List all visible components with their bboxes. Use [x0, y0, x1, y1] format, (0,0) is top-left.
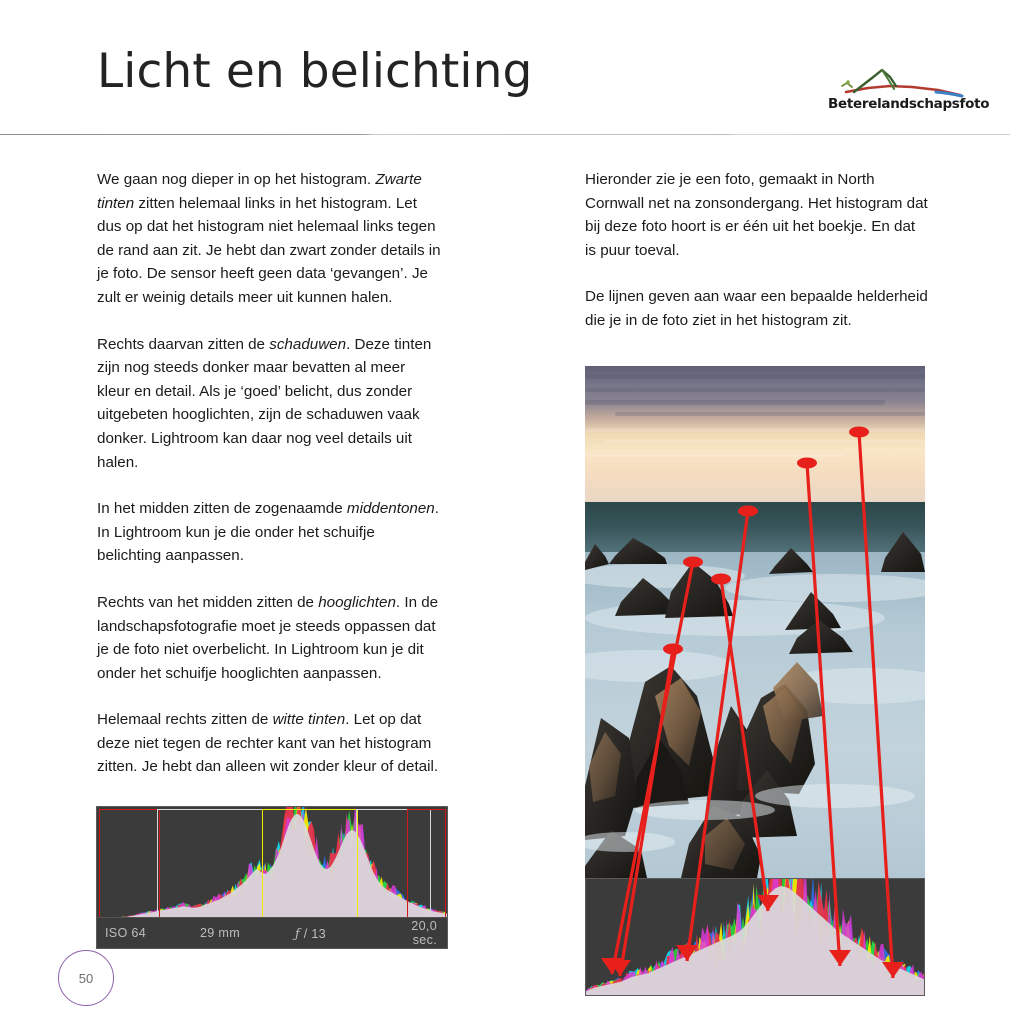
iso-value: ISO 64: [105, 926, 147, 940]
tonal-zones-histogram: [96, 806, 448, 949]
brand-logo: [828, 62, 990, 124]
text-run: . Deze tinten zijn nog steeds donker maar bevatten al meer kleur en detail. Als je ‘goed’ belicht, dus zonder uitgebeten hooglichten, zijn de schaduwen vaak donker. Lightroom kan daar nog veel details uit halen.: [97, 335, 432, 471]
logo-wordmark: Beterelandschapsfoto: [828, 96, 990, 112]
focal-length-value: 29 mm: [200, 926, 240, 940]
header-divider: [0, 134, 1010, 135]
emphasis-term: witte tinten: [272, 711, 346, 729]
paragraph: [97, 168, 442, 310]
text-run: We gaan nog dieper in op het histogram.: [97, 171, 376, 188]
text-run: . In de landschapsfotografie moet je steeds oppassen dat je de foto niet overbelicht. In Lightroom kun je dit onder het schuifje hooglichten aanpassen.: [97, 593, 439, 682]
histogram-luminance: [586, 886, 924, 995]
shutter-speed-value: 20,0 sec.: [411, 919, 437, 947]
aperture-value: ƒ / 13: [295, 925, 326, 941]
text-run: Helemaal rechts zitten de: [97, 711, 273, 729]
text-run: zitten helemaal links in het histogram. Let dus op dat het histogram niet helemaal links tegen de rand aan zit. Je hebt dan zwart zonder details in je foto. De sensor heeft geen data ‘gevangen’. Je zult er weinig details meer uit kunnen halen.: [97, 194, 441, 306]
histogram-curve: [586, 879, 924, 995]
emphasis-term: hooglichten: [318, 593, 396, 611]
tonal-zone-witte-tinten: [407, 809, 446, 918]
paragraph: [97, 591, 442, 685]
page-number-badge: 50: [58, 950, 114, 1006]
left-text-column: [97, 168, 442, 779]
emphasis-term: schaduwen: [269, 335, 347, 353]
text-run: Rechts van het midden zitten de: [97, 593, 319, 611]
camera-settings-bar: [97, 917, 447, 948]
tonal-zone-middentonen: [262, 809, 358, 918]
paragraph: [97, 708, 442, 779]
paragraph: [585, 168, 930, 262]
histogram-plot-area-photo: [586, 879, 924, 995]
text-run: . Let op dat deze niet tegen de rechter kant van het histogram zitten. Je hebt dan alleen wit zonder kleur of detail.: [97, 711, 439, 776]
right-text-column: [585, 168, 930, 333]
paragraph: [585, 285, 930, 332]
photo-histogram: [585, 878, 925, 996]
text-run: . In Lightroom kun je die onder het schuifje belichting aanpassen.: [97, 500, 439, 565]
text-run: Hieronder zie je een foto, gemaakt in North Cornwall net na zonsondergang. Het histogram dat bij deze foto hoort is er één uit het boekje. En dat is puur toeval.: [585, 171, 928, 259]
paragraph: [97, 497, 442, 568]
paragraph: [97, 333, 442, 475]
aperture-symbol-icon: ƒ: [295, 925, 300, 941]
tonal-zone-schaduwen: [157, 809, 264, 918]
page-title: Licht en belichting: [97, 44, 533, 99]
north-cornwall-seascape-photo: [585, 366, 925, 878]
text-run: De lijnen geven aan waar een bepaalde helderheid die je in de foto ziet in het histogram zit.: [585, 288, 928, 329]
text-run: In het midden zitten de zogenaamde: [97, 500, 347, 518]
tonal-zone-zwarte-tinten: [99, 809, 160, 918]
emphasis-term: middentonen: [346, 500, 435, 518]
text-run: Rechts daarvan zitten de: [97, 335, 270, 353]
emphasis-term: Zwarte tinten: [97, 171, 422, 212]
